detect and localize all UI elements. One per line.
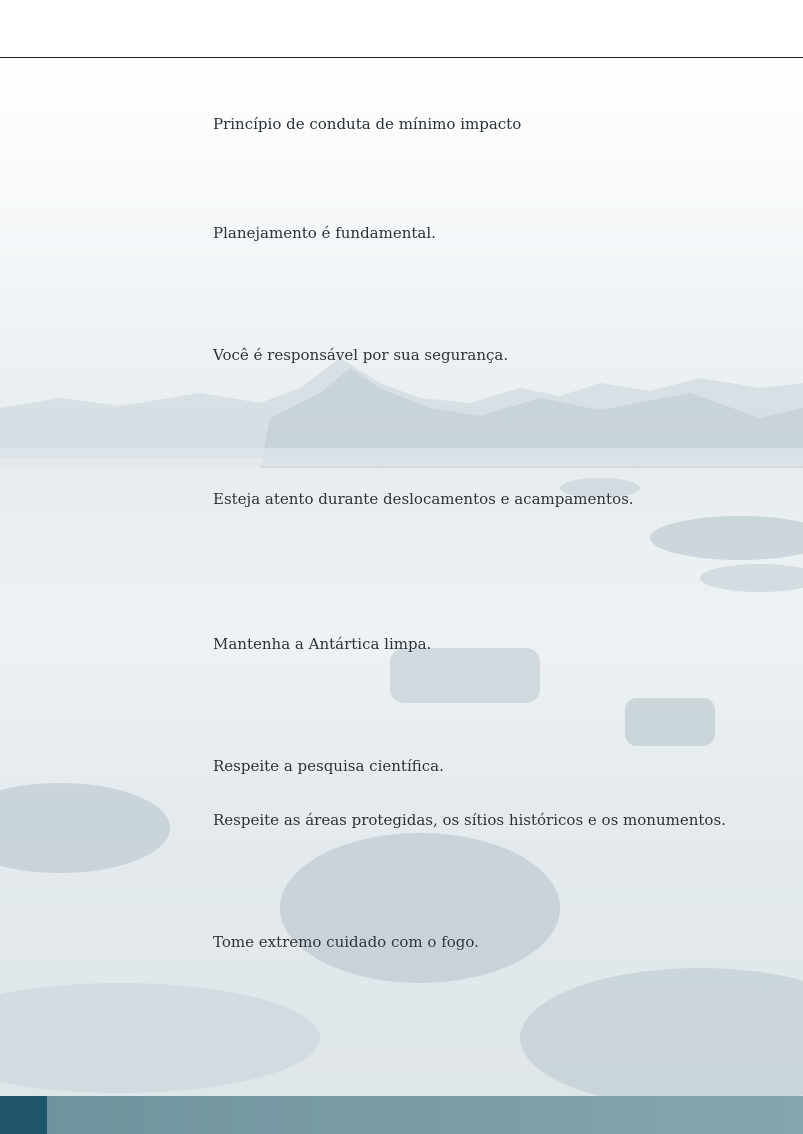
- principle-safety: Você é responsável por sua segurança.: [213, 346, 509, 364]
- principle-research: Respeite a pesquisa científica.: [213, 757, 444, 775]
- principle-planning: Planejamento é fundamental.: [213, 224, 436, 242]
- footer-page-tab: [0, 1096, 47, 1134]
- principle-clean: Mantenha a Antártica limpa.: [213, 635, 432, 653]
- principle-fire: Tome extremo cuidado com o fogo.: [213, 933, 479, 951]
- principle-protected-areas: Respeite as áreas protegidas, os sítios históricos e os monumentos.: [213, 811, 726, 829]
- footer-bar: [0, 1096, 803, 1134]
- top-rule: [0, 57, 803, 58]
- principles-heading: Princípio de conduta de mínimo impacto: [213, 115, 522, 133]
- principle-attention: Esteja atento durante deslocamentos e acampamentos.: [213, 490, 634, 508]
